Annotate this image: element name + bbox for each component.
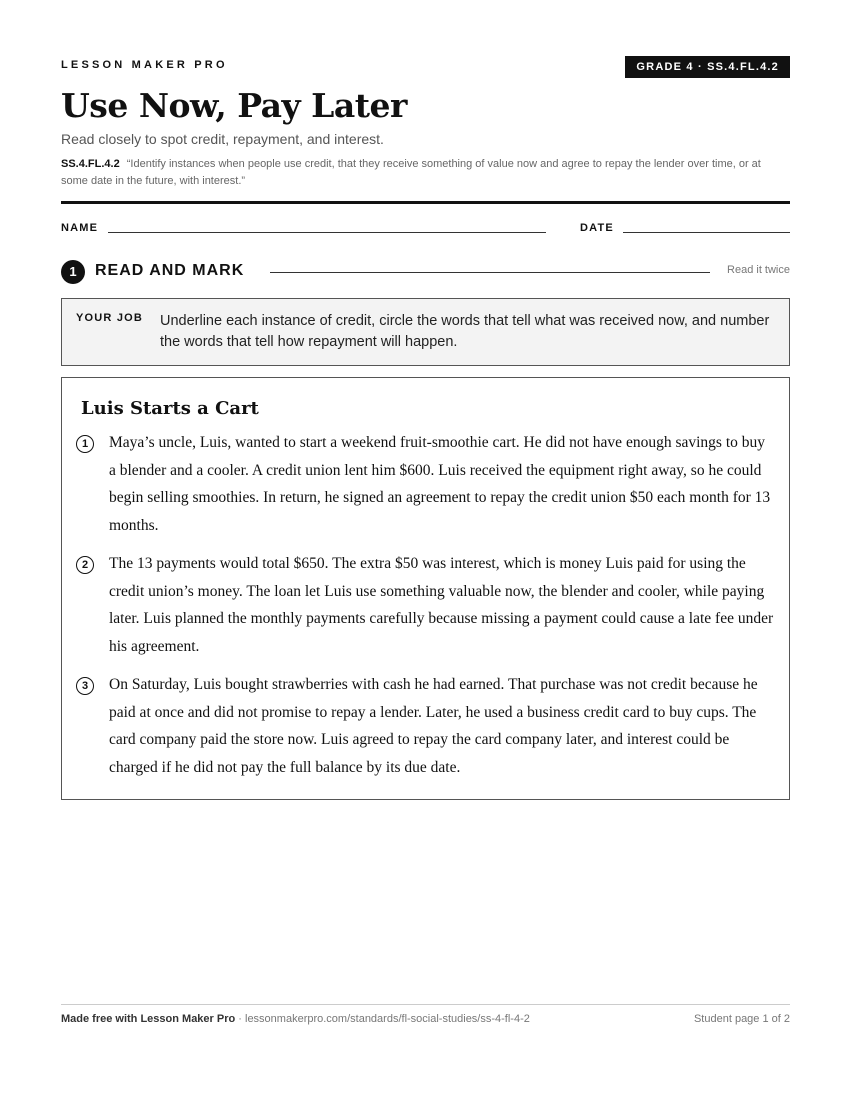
paragraph-text: Maya’s uncle, Luis, wanted to start a weekend fruit-smoothie cart. He did not have enough savings to buy a blender and a cooler. A credit union lent him $600. Luis received the equipment right away, so he could begin selling smoothies. In return, he signed an agreement to repay the credit union $50 each month for 13 months. (109, 434, 771, 534)
grade-badge: GRADE 4 · SS.4.FL.4.2 (625, 56, 790, 78)
paragraph-text: The 13 payments would total $650. The extra $50 was interest, which is money Luis paid for using the credit union’s money. The loan let Luis use something valuable now, the blender and cooler, while paying later. Luis planned the monthly payments carefully because missing a payment could cause a late fee under his agreement. (109, 555, 774, 655)
date-label: DATE (580, 222, 614, 234)
instructions-box (61, 298, 790, 366)
paragraph-number: 2 (76, 556, 94, 574)
section-number-badge: 1 (61, 260, 85, 284)
page-title: Use Now, Pay Later (61, 86, 407, 125)
header-top (61, 56, 790, 80)
footer-url: · lessonmakerpro.com/standards/fl-social-studies/ss-4-fl-4-2 (235, 1013, 530, 1025)
header-divider (61, 201, 790, 204)
date-field[interactable] (623, 232, 790, 233)
page-subtitle: Read closely to spot credit, repayment, and interest. (61, 131, 384, 147)
standard-text: “Identify instances when people use credit, that they receive something of value now and agree to repay the lender over time, or at some date in the future, with interest.” (61, 158, 761, 187)
section-title: READ AND MARK (95, 262, 245, 279)
footer-divider (61, 1004, 790, 1005)
name-field[interactable] (108, 232, 546, 233)
standard-statement (61, 156, 790, 190)
paragraph-number: 1 (76, 435, 94, 453)
footer-made-with: Made free with Lesson Maker Pro (61, 1013, 236, 1025)
passage-title: Luis Starts a Cart (81, 398, 259, 419)
name-label: NAME (61, 222, 99, 234)
section-rule (270, 272, 710, 273)
reading-passage (61, 377, 790, 800)
section-note: Read it twice (727, 264, 790, 276)
footer-page-number: Student page 1 of 2 (693, 1013, 790, 1025)
paragraph-text: On Saturday, Luis bought strawberries with cash he had earned. That purchase was not credit because he paid at once and did not promise to repay a lender. Later, he used a business credit card to buy cups. The card company paid the store now. Luis agreed to repay the card company later, and interest could be charged if he did not pay the full balance by its due date. (109, 676, 758, 776)
worksheet-page (61, 0, 790, 1100)
footer-credit (61, 1013, 530, 1025)
paragraph-number: 3 (76, 677, 94, 695)
brand-name: LESSON MAKER PRO (61, 59, 228, 71)
name-date-row (61, 222, 790, 236)
instructions-label: YOUR JOB (76, 312, 144, 324)
instructions-text: Underline each instance of credit, circle the words that tell what was received now, and number the words that tell how repayment will happen. (160, 313, 770, 350)
section-header (61, 260, 790, 284)
standard-code: SS.4.FL.4.2 (61, 158, 120, 170)
